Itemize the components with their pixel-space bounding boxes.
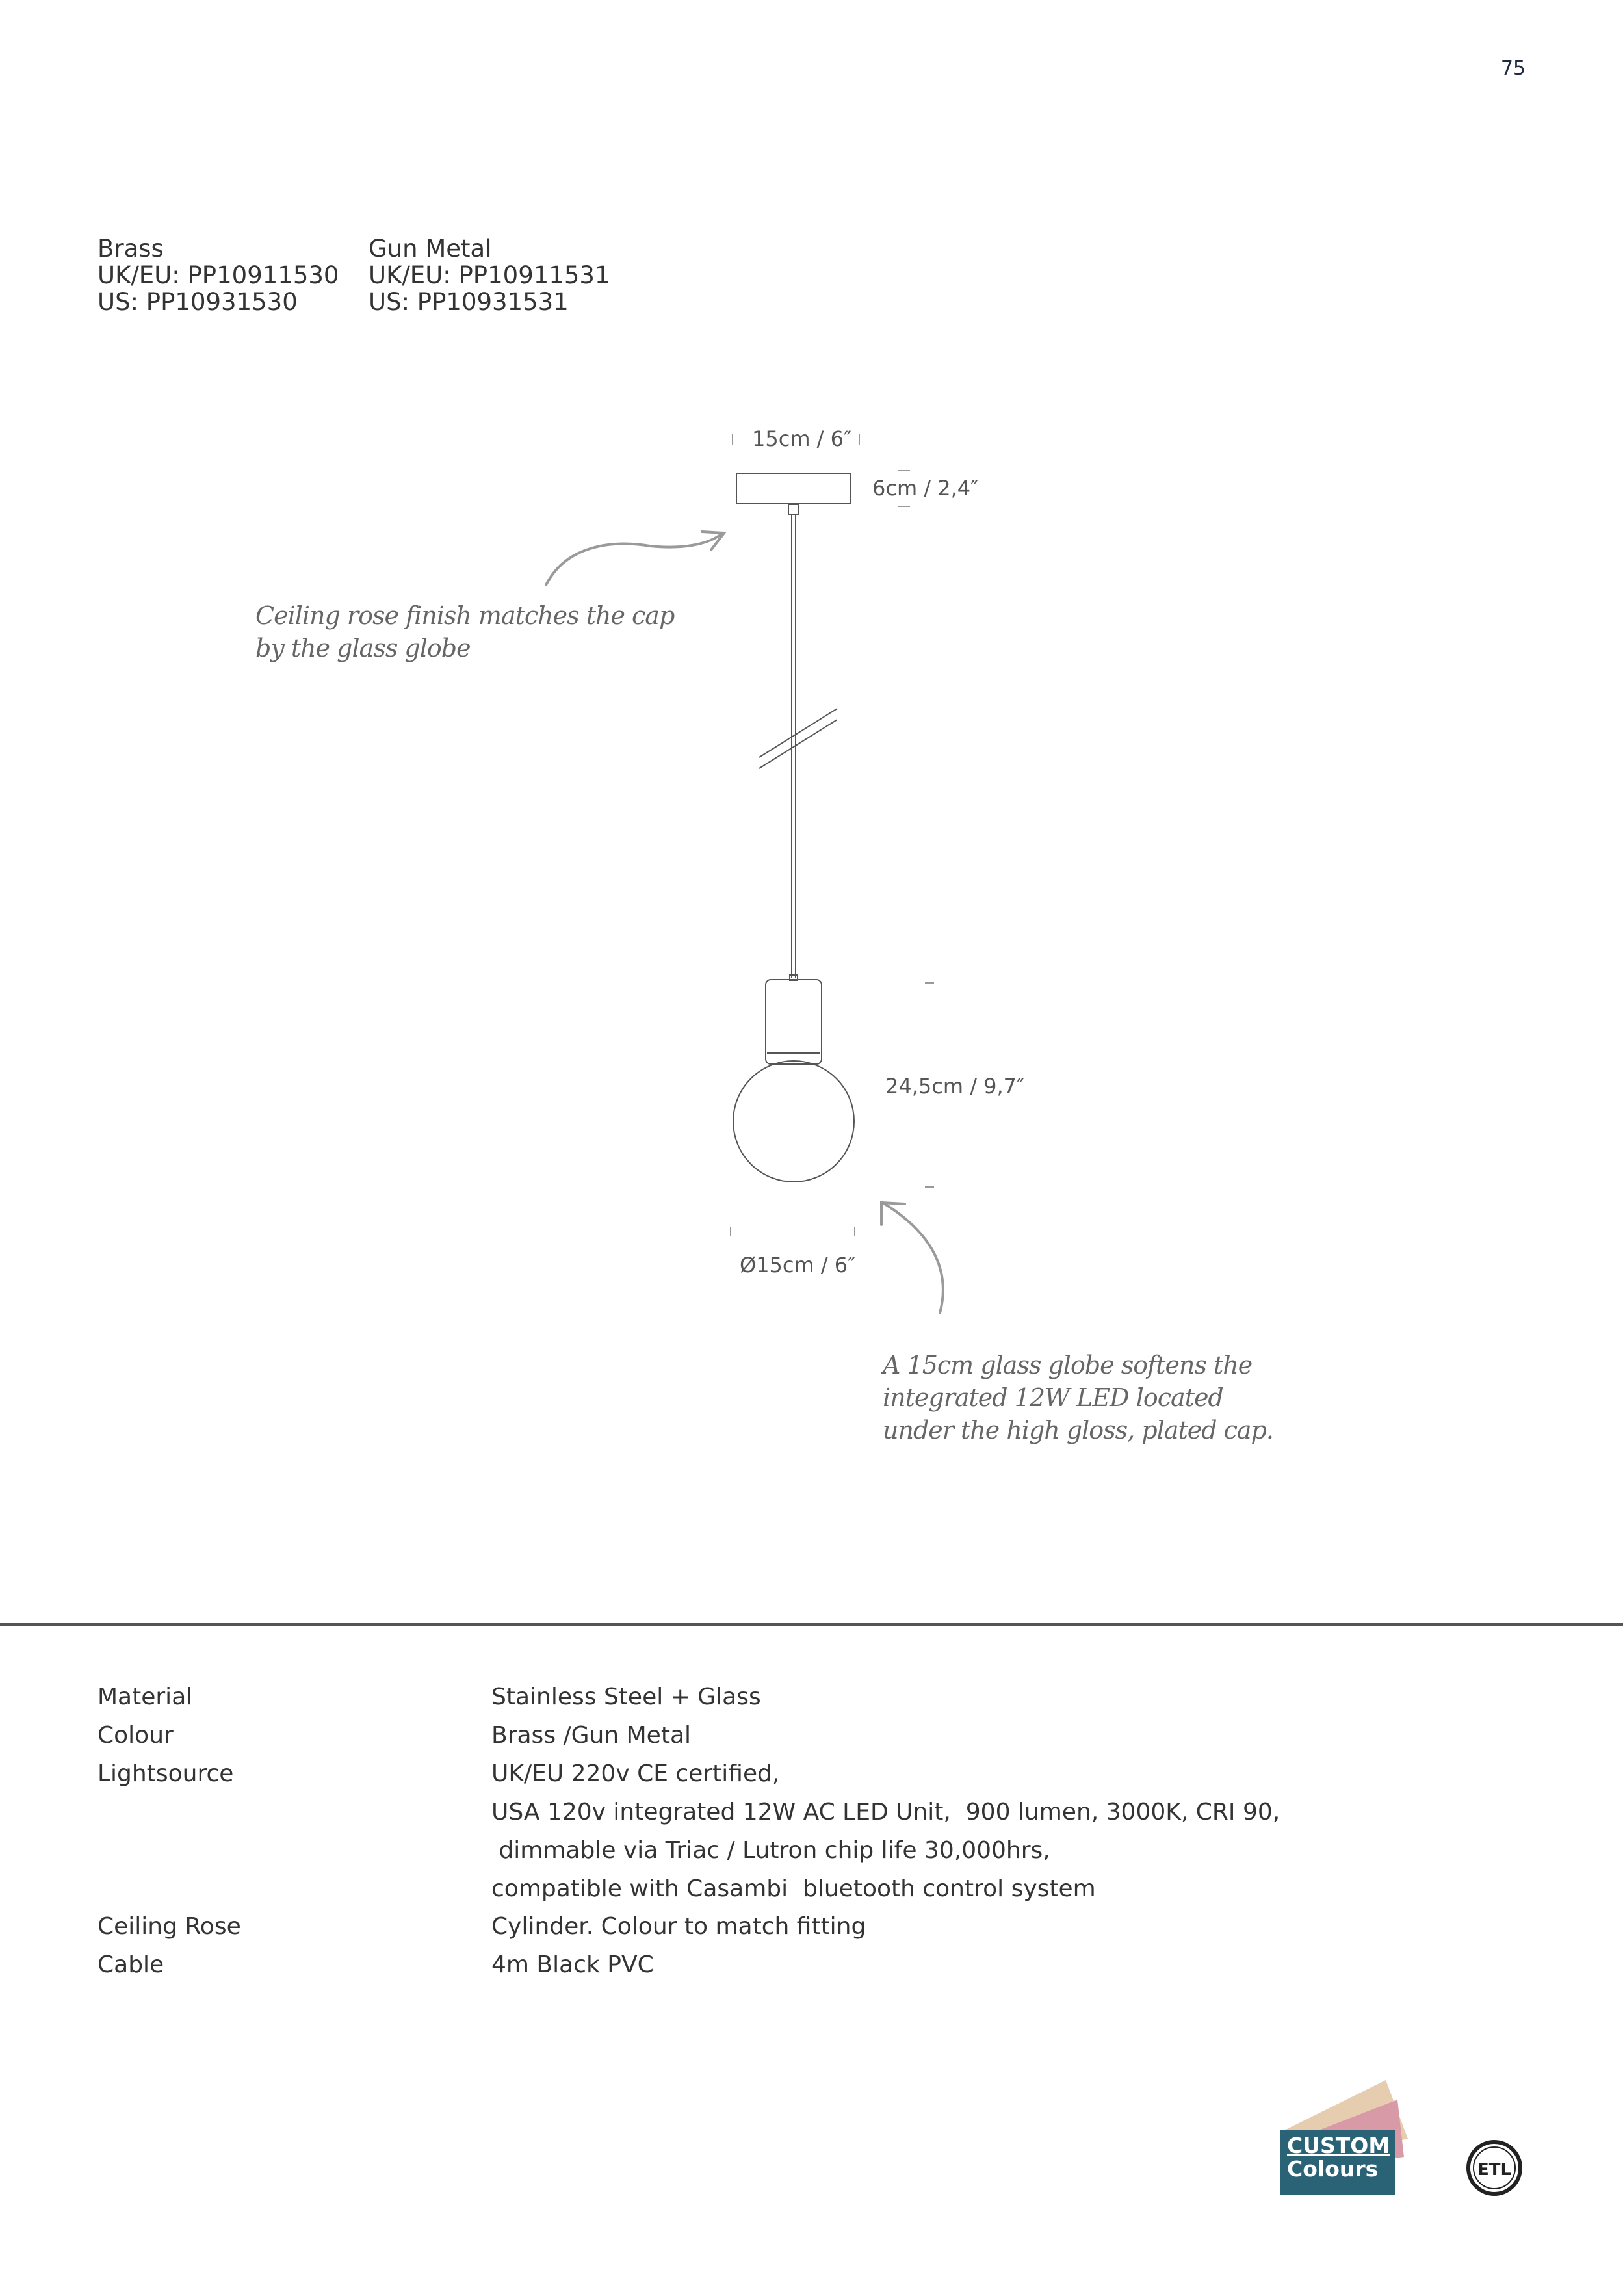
dim-globe-height: 24,5cm / 9,7″ — [885, 1074, 1024, 1099]
spec-value-ceiling-rose: Cylinder. Colour to match fitting — [491, 1913, 866, 1940]
spec-label-ceiling-rose: Ceiling Rose — [97, 1913, 241, 1940]
variant-finish: Brass — [97, 235, 164, 263]
dim-rose-width: 15cm / 6″ — [752, 426, 851, 451]
note-line: by the glass globe — [255, 634, 471, 662]
spec-value-lightsource-usa: USA 120v integrated 12W AC LED Unit, 900 lumen, 3000K, CRI 90, — [491, 1799, 1280, 1825]
spec-value-material: Stainless Steel + Glass — [491, 1684, 761, 1710]
globe-shape — [733, 1061, 854, 1182]
note-line: under the high gloss, plated cap. — [883, 1416, 1273, 1444]
note-ceiling-rose — [255, 599, 674, 664]
spec-value-lightsource: UK/EU 220v CE certified, — [491, 1760, 780, 1787]
variant-finish: Gun Metal — [369, 235, 492, 263]
etl-cert-text: ETL — [1477, 2160, 1512, 2180]
note-line: Ceiling rose finish matches the cap — [255, 601, 675, 630]
dim-rose-height: 6cm / 2,4″ — [872, 476, 979, 501]
spec-value-lightsource-dimmable: dimmable via Triac / Lutron chip life 30,000hrs, — [491, 1837, 1050, 1864]
spec-value-cable: 4m Black PVC — [491, 1951, 654, 1978]
spec-label-cable: Cable — [97, 1951, 164, 1978]
etl-cert-icon — [1465, 2139, 1524, 2197]
arrow-rose-icon — [546, 532, 724, 585]
spec-label-colour: Colour — [97, 1722, 174, 1749]
custom-label: CUSTOM — [1287, 2133, 1390, 2158]
custom-colours-badge — [1280, 2130, 1395, 2195]
spec-label-lightsource: Lightsource — [97, 1760, 234, 1787]
variant-us-code: US: PP10931531 — [369, 288, 569, 316]
variant-ukeu-code: UK/EU: PP10911531 — [369, 261, 610, 289]
colours-label: Colours — [1287, 2156, 1379, 2182]
note-line: A 15cm glass globe softens the — [883, 1351, 1253, 1379]
spec-label-material: Material — [97, 1684, 193, 1710]
variant-ukeu-code: UK/EU: PP10911530 — [97, 261, 339, 289]
spec-value-colour: Brass /Gun Metal — [491, 1722, 692, 1749]
variant-us-code: US: PP10931530 — [97, 288, 298, 316]
ceiling-rose-shape — [736, 473, 851, 504]
spec-value-lightsource-casambi: compatible with Casambi bluetooth control system — [491, 1875, 1096, 1902]
dim-globe-diameter: Ø15cm / 6″ — [740, 1253, 856, 1277]
note-glass-globe — [883, 1349, 1273, 1446]
section-divider — [0, 1623, 1623, 1626]
page-number: 75 — [1500, 57, 1526, 80]
arrow-globe-icon — [881, 1203, 943, 1313]
cap-shape — [766, 980, 822, 1064]
note-line: integrated 12W LED located — [883, 1383, 1223, 1412]
